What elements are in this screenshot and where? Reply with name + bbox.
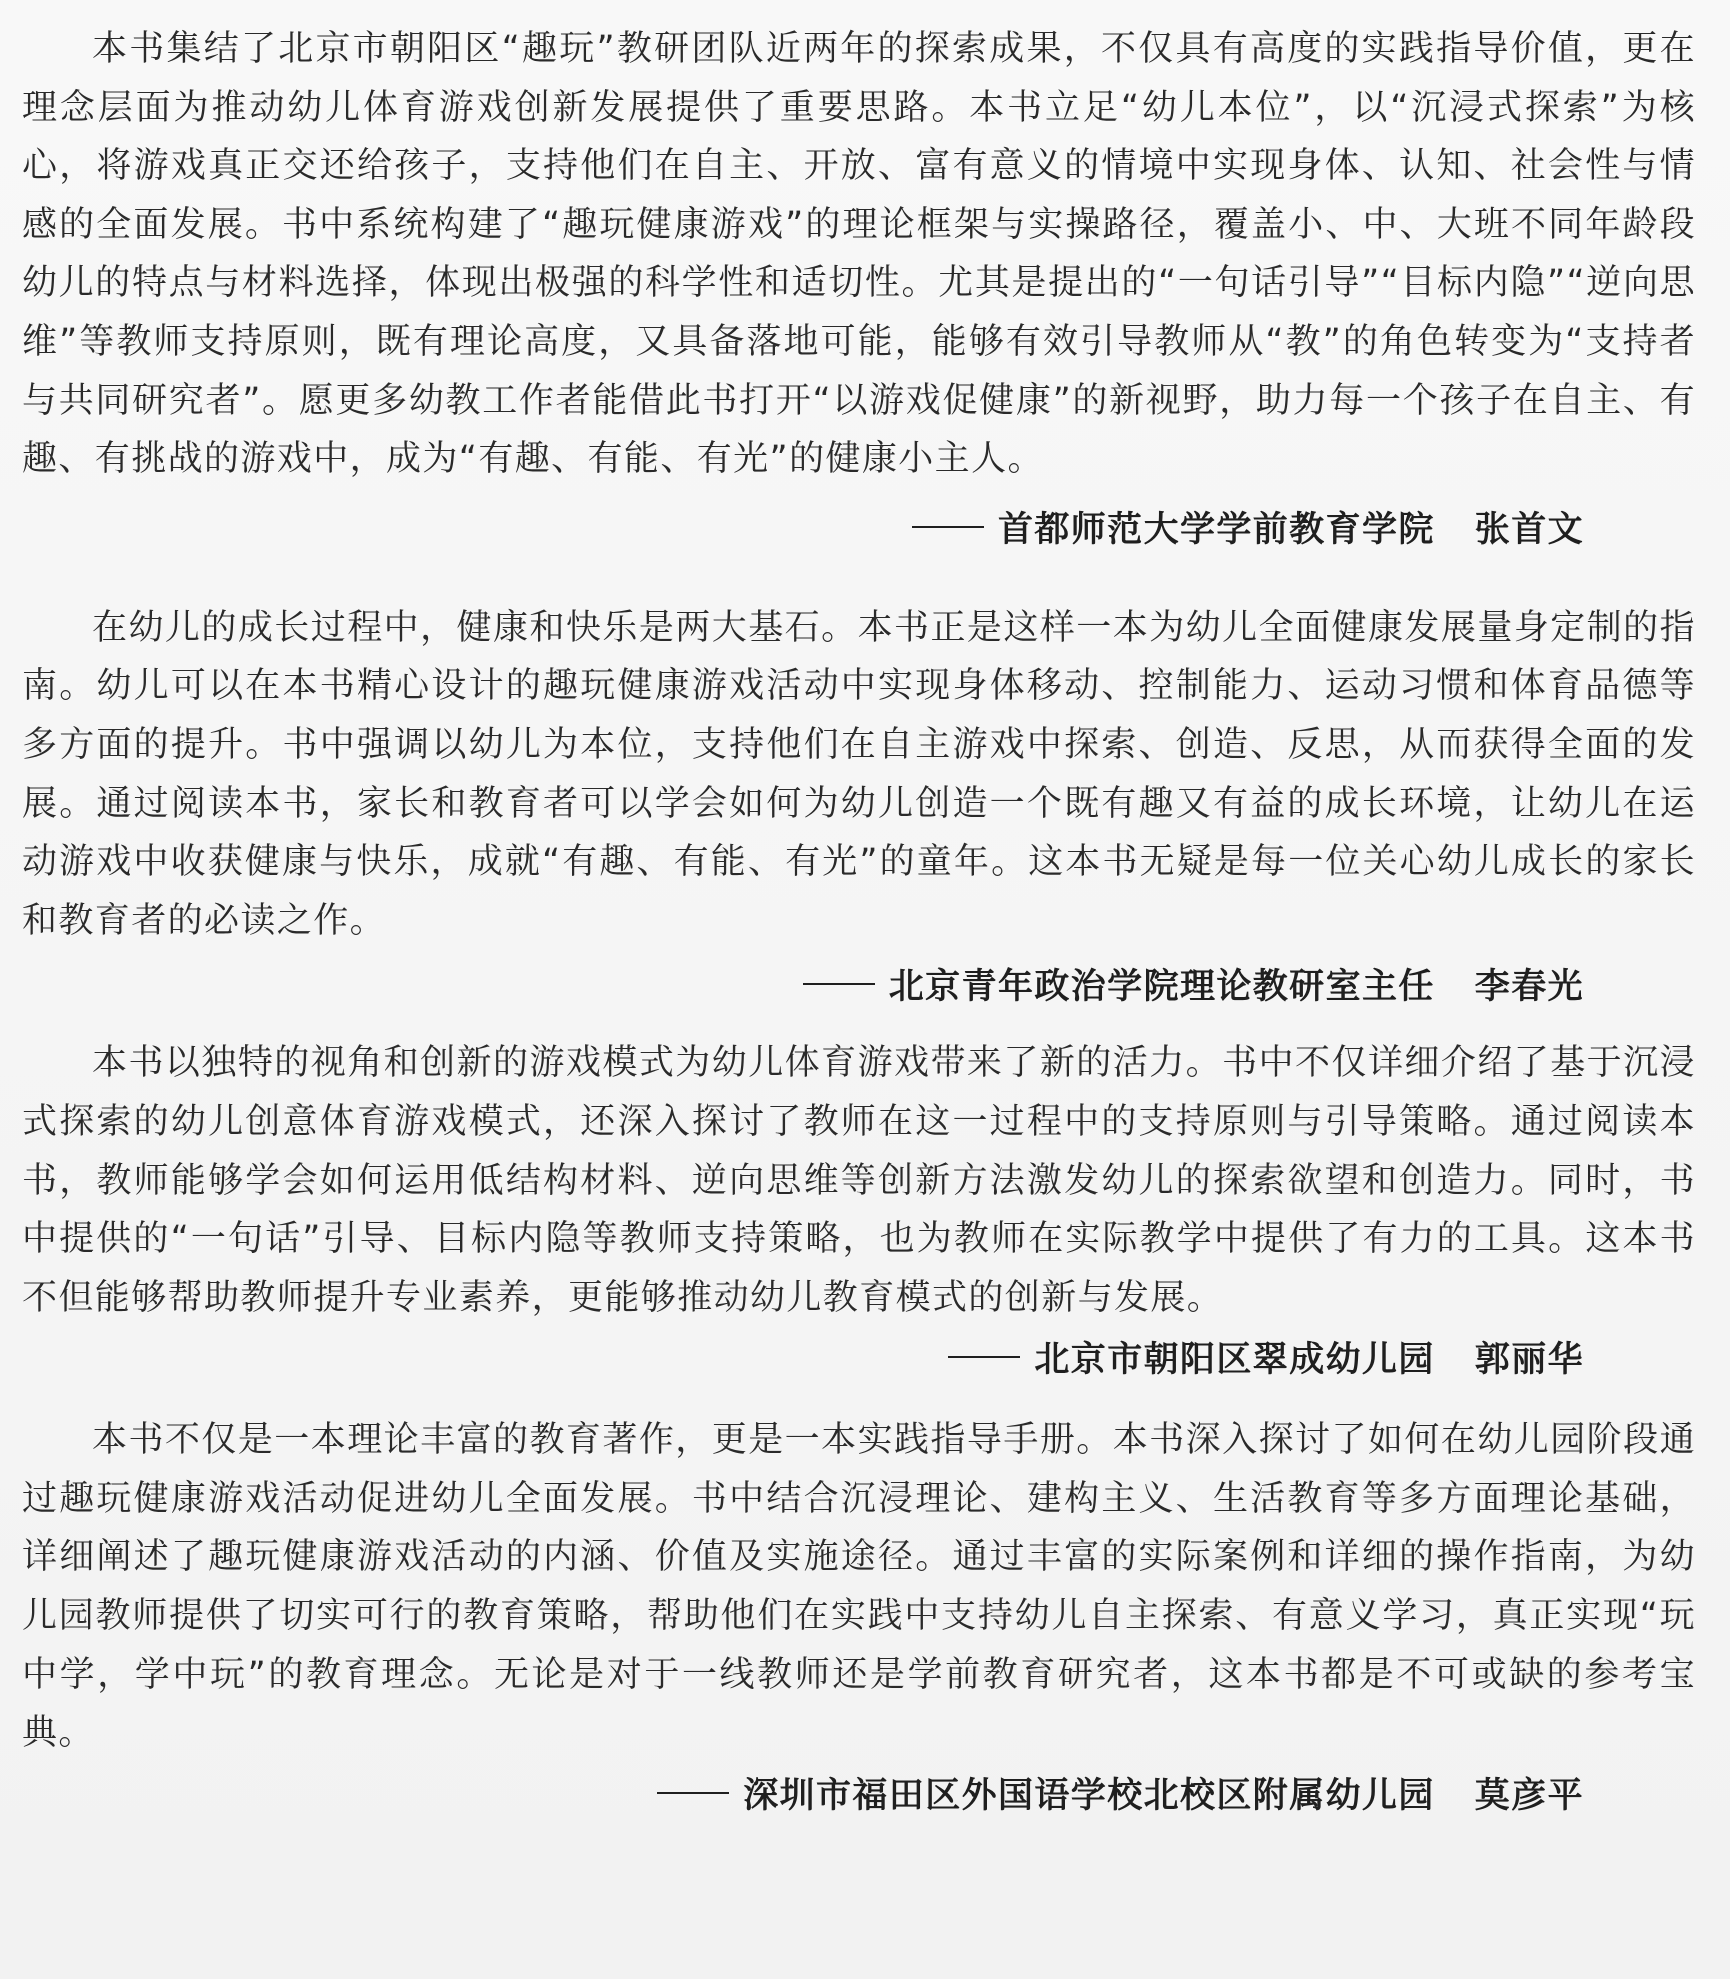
endorsement-4 <box>22 1411 1696 1825</box>
endorser-affiliation: 北京市朝阳区翠成幼儿园 <box>1034 1340 1435 1381</box>
endorsement-2 <box>22 599 1696 1017</box>
endorser-name: 李春光 <box>1474 967 1584 1008</box>
endorser-name: 张首文 <box>1474 509 1584 550</box>
endorser-affiliation: 深圳市福田区外国语学校北校区附属幼儿园 <box>743 1775 1435 1816</box>
endorsement-attribution <box>22 1767 1696 1825</box>
endorser-affiliation: 北京青年政治学院理论教研室主任 <box>888 967 1435 1008</box>
endorsement-attribution <box>22 501 1696 559</box>
endorsement-text: 在幼儿的成长过程中，健康和快乐是两大基石。本书正是这样一本为幼儿全面健康发展量身定制的指南。幼儿可以在本书精心设计的趣玩健康游戏活动中实现身体移动、控制能力、运动习惯和体育品德等多方面的提升。书中强调以幼儿为本位，支持他们在自主游戏中探索、创造、反思，从而获得全面的发展。通过阅读本书，家长和教育者可以学会如何为幼儿创造一个既有趣又有益的成长环境，让幼儿在运动游戏中收获健康与快乐，成就“有趣、有能、有光”的童年。这本书无疑是每一位关心幼儿成长的家长和教育者的必读之作。 <box>22 607 1696 941</box>
endorsement-3 <box>22 1034 1696 1389</box>
endorsement-text: 本书以独特的视角和创新的游戏模式为幼儿体育游戏带来了新的活力。书中不仅详细介绍了基于沉浸式探索的幼儿创意体育游戏模式，还深入探讨了教师在这一过程中的支持原则与引导策略。通过阅读本书，教师能够学会如何运用低结构材料、逆向思维等创新方法激发幼儿的探索欲望和创造力。同时，书中提供的“一句话”引导、目标内隐等教师支持策略，也为教师在实际教学中提供了有力的工具。这本书不但能够帮助教师提升专业素养，更能够推动幼儿教育模式的创新与发展。 <box>22 1043 1696 1318</box>
endorser-name: 郭丽华 <box>1474 1340 1584 1381</box>
endorser-affiliation: 首都师范大学学前教育学院 <box>997 509 1435 550</box>
endorsement-attribution <box>22 1331 1696 1389</box>
endorsement-attribution <box>22 958 1696 1016</box>
em-dash-rule <box>912 526 984 528</box>
em-dash-rule <box>948 1356 1020 1358</box>
endorsement-text: 本书集结了北京市朝阳区“趣玩”教研团队近两年的探索成果，不仅具有高度的实践指导价值，更在理念层面为推动幼儿体育游戏创新发展提供了重要思路。本书立足“幼儿本位”，以“沉浸式探索”为核心，将游戏真正交还给孩子，支持他们在自主、开放、富有意义的情境中实现身体、认知、社会性与情感的全面发展。书中系统构建了“趣玩健康游戏”的理论框架与实操路径，覆盖小、中、大班不同年龄段幼儿的特点与材料选择，体现出极强的科学性和适切性。尤其是提出的“一句话引导”“目标内隐”“逆向思维”等教师支持原则，既有理论高度，又具备落地可能，能够有效引导教师从“教”的角色转变为“支持者与共同研究者”。愿更多幼教工作者能借此书打开“以游戏促健康”的新视野，助力每一个孩子在自主、有趣、有挑战的游戏中，成为“有趣、有能、有光”的健康小主人。 <box>22 29 1696 480</box>
em-dash-rule <box>803 983 875 985</box>
endorsement-text: 本书不仅是一本理论丰富的教育著作，更是一本实践指导手册。本书深入探讨了如何在幼儿园阶段通过趣玩健康游戏活动促进幼儿全面发展。书中结合沉浸理论、建构主义、生活教育等多方面理论基础，详细阐述了趣玩健康游戏活动的内涵、价值及实施途径。通过丰富的实际案例和详细的操作指南，为幼儿园教师提供了切实可行的教育策略，帮助他们在实践中支持幼儿自主探索、有意义学习，真正实现“玩中学，学中玩”的教育理念。无论是对于一线教师还是学前教育研究者，这本书都是不可或缺的参考宝典。 <box>22 1420 1696 1754</box>
endorsement-1 <box>22 20 1696 559</box>
em-dash-rule <box>657 1792 729 1794</box>
endorser-name: 莫彦平 <box>1474 1775 1584 1816</box>
